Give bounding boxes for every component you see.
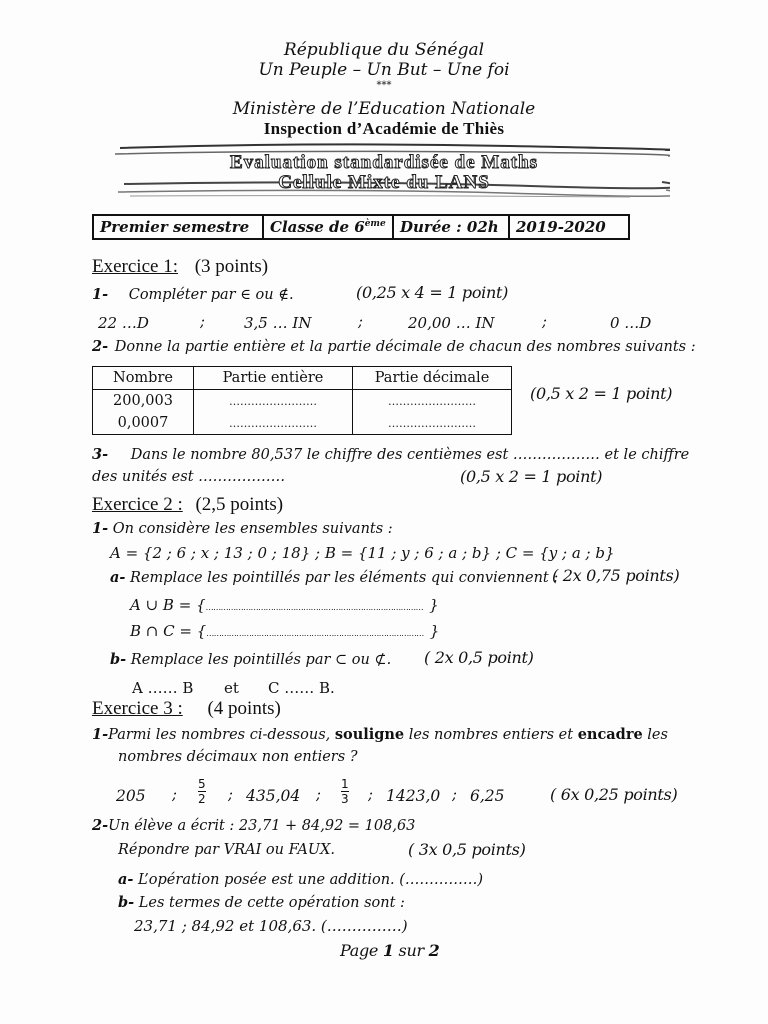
page-number: Page 1 sur 2 <box>340 941 440 960</box>
ex3-num-625: 6,25 <box>470 787 505 805</box>
info-semester: Premier semestre <box>93 215 263 239</box>
ex3-frac-5-2: $\frac{5}{2}$ <box>198 777 206 806</box>
header-inspection: Inspection d’Académie de Thiès <box>263 119 505 138</box>
ex2-qb-item-1: et <box>224 679 239 697</box>
table-header-decimale: Partie décimale <box>353 367 512 390</box>
table-header-nombre: Nombre <box>93 367 194 390</box>
ex2-qb-item-2: C …… B. <box>268 679 335 697</box>
ex3-sep-0: ; <box>172 787 177 803</box>
ex3-num-1423: 1423,0 <box>386 787 441 805</box>
ex1-item-0: 22 …D <box>98 314 149 332</box>
header-republic: République du Sénégal <box>283 40 485 60</box>
ex1-q2-scale: (0,5 x 2 = 1 point) <box>530 384 673 403</box>
ex2-heading <box>92 494 283 516</box>
ex2-points: (2,5 points) <box>195 494 284 515</box>
ex1-item-4: 20,00 … IN <box>408 314 495 332</box>
ex1-q3-cont: des unités est ……………… <box>92 469 286 485</box>
ex1-item-2: 3,5 … IN <box>244 314 312 332</box>
ex1-q3: 3- Dans le nombre 80,537 le chiffre des centièmes est ……………… et le chiffre <box>92 446 690 463</box>
info-duration: Durée : 02h <box>393 215 509 239</box>
table-row: 0,0007 …………………… …………………… <box>93 412 512 435</box>
ex3-qb-terms: 23,71 ; 84,92 et 108,63. (……………) <box>134 917 408 935</box>
ex3-q1: 1-Parmi les nombres ci-dessous, souligne les nombres entiers et encadre les <box>92 726 668 743</box>
ex1-q1: 1- Compléter par ∈ ou ∉. <box>92 286 294 303</box>
ex1-number-table <box>92 366 512 435</box>
header-stars: *** <box>376 80 392 91</box>
ex3-q2-scale: ( 3x 0,5 points) <box>408 840 526 859</box>
ex3-num-205: 205 <box>116 787 146 805</box>
ex3-q2: 2-Un élève a écrit : 23,71 + 84,92 = 108,63 <box>92 817 416 834</box>
ex3-q1-cont: nombres décimaux non entiers ? <box>118 749 358 765</box>
header-ministry: Ministère de l’Education Nationale <box>232 99 536 119</box>
ex2-inter-line: B ∩ C = {…………………………………………………………………………… } <box>130 622 440 640</box>
header-eval-cell: Cellule Mixte du LANS <box>278 172 490 193</box>
ex2-qb: b- Remplace les pointillés par ⊂ ou ⊄. <box>110 651 392 668</box>
ex3-qa: a- L’opération posée est une addition. (……………) <box>118 871 484 888</box>
ex1-q3-scale: (0,5 x 2 = 1 point) <box>460 467 603 486</box>
ex2-union-line: A ∪ B = {…………………………………………………………………………… } <box>130 596 439 614</box>
ex3-heading <box>92 698 281 720</box>
ex1-item-1: ; <box>200 314 205 330</box>
ex3-q1-scale: ( 6x 0,25 points) <box>550 785 678 804</box>
ex1-item-5: ; <box>542 314 547 330</box>
ex2-qb-scale: ( 2x 0,5 point) <box>424 648 534 667</box>
info-year: 2019-2020 <box>509 215 629 239</box>
ex3-q2-sub: Répondre par VRAI ou FAUX. <box>118 842 336 858</box>
ex3-frac-1-3: $\frac{1}{3}$ <box>341 777 349 806</box>
info-table <box>92 214 630 240</box>
ex3-title: Exercice 3 : <box>92 698 183 719</box>
ex1-q2: 2- Donne la partie entière et la partie décimale de chacun des nombres suivants : <box>92 338 696 355</box>
ex3-sep-4: ; <box>452 787 457 803</box>
ex2-q1: 1- On considère les ensembles suivants : <box>92 520 393 537</box>
ex1-q1-scale: (0,25 x 4 = 1 point) <box>356 283 509 302</box>
ex1-item-3: ; <box>358 314 363 330</box>
header-motto: Un Peuple – Un But – Une foi <box>258 60 510 80</box>
ex3-sep-3: ; <box>368 787 373 803</box>
ex1-title: Exercice 1: <box>92 256 178 277</box>
ex2-qa: a- Remplace les pointillés par les éléments qui conviennent : <box>110 569 559 586</box>
ex3-num-435: 435,04 <box>246 787 301 805</box>
ex2-qa-scale: ( 2x 0,75 points) <box>552 566 680 585</box>
ex3-points: (4 points) <box>207 698 281 719</box>
ex1-item-6: 0 …D <box>610 314 652 332</box>
ex1-points: (3 points) <box>194 256 269 277</box>
table-row: 200,003 …………………… …………………… <box>93 390 512 413</box>
ex1-heading <box>92 256 268 278</box>
info-class: Classe de 6ème <box>263 215 393 239</box>
ex3-sep-2: ; <box>316 787 321 803</box>
ex2-title: Exercice 2 : <box>92 494 183 515</box>
table-header-entiere: Partie entière <box>194 367 353 390</box>
ex3-sep-1: ; <box>228 787 233 803</box>
ex2-sets: A = {2 ; 6 ; x ; 13 ; 0 ; 18} ; B = {11 ; y ; 6 ; a ; b} ; C = {y ; a ; b} <box>110 544 615 562</box>
header-eval-title: Evaluation standardisée de Maths <box>229 152 539 173</box>
ex2-qb-item-0: A …… B <box>132 679 194 697</box>
ex3-qb: b- Les termes de cette opération sont : <box>118 894 405 911</box>
